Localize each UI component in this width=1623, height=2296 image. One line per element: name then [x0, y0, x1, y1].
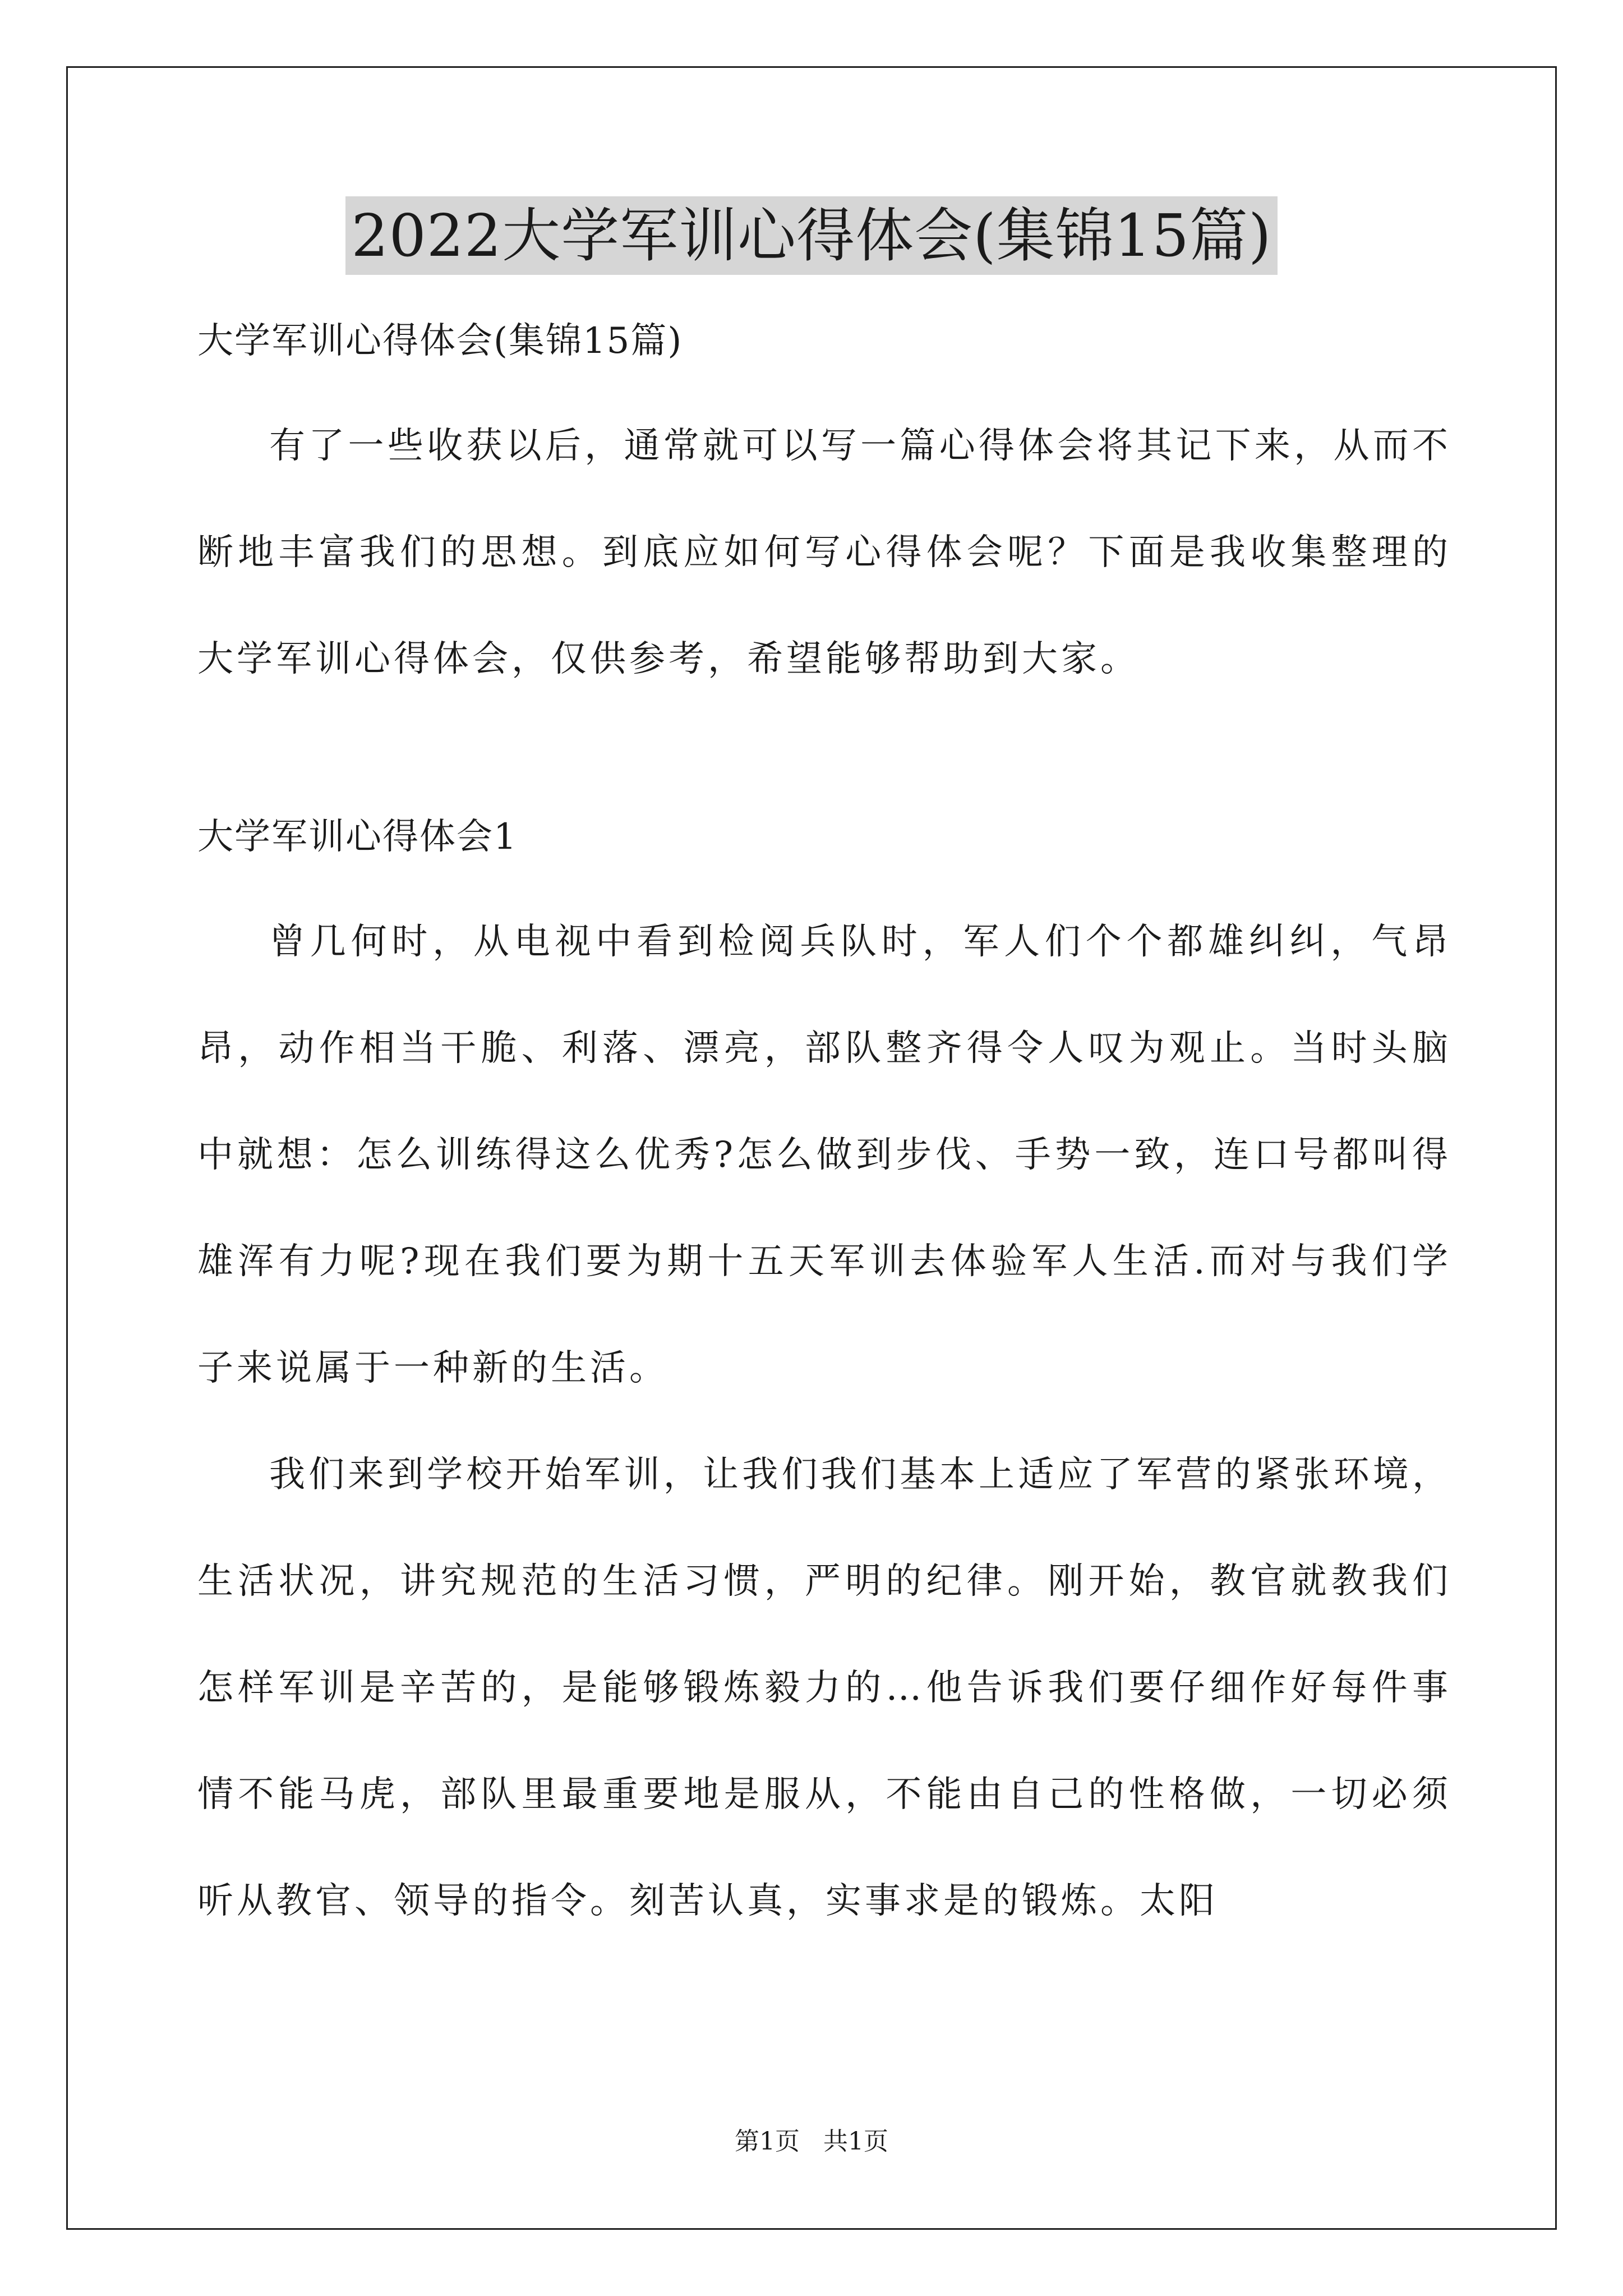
section-heading: 大学军训心得体会1 — [197, 816, 518, 858]
body-paragraph-1: 曾几何时，从电视中看到检阅兵队时，军人们个个都雄纠纠，气昂昂，动作相当干脆、利落、漂亮，部队整齐得令人叹为观止。当时头脑中就想：怎么训练得这么优秀?怎么做到步伐、手势一致，连口号都叫得雄浑有力呢?现在我们要为期十五天军训去体验军人生活.而对与我们学子来说属于一种新的生活。 — [197, 921, 1451, 1389]
body-paragraph-2: 我们来到学校开始军训，让我们我们基本上适应了军营的紧张环境，生活状况，讲究规范的生活习惯，严明的纪律。刚开始，教官就教我们怎样军训是辛苦的，是能够锻炼毅力的…他告诉我们要仔细作好每件事情不能马虎，部队里最重要地是服从，不能由自己的性格做，一切必须听从教官、领导的指令。刻苦认真，实事求是的锻炼。太阳 — [197, 1454, 1451, 1922]
document-subtitle: 大学军训心得体会(集锦15篇) — [197, 320, 683, 362]
page-footer: 第1页 共1页 — [735, 2127, 888, 2156]
title-container — [0, 196, 1623, 275]
document-title: 2022大学军训心得体会(集锦15篇) — [345, 196, 1277, 275]
document-body — [197, 297, 1451, 1954]
intro-paragraph: 有了一些收获以后，通常就可以写一篇心得体会将其记下来，从而不断地丰富我们的思想。到底应如何写心得体会呢？下面是我收集整理的大学军训心得体会，仅供参考，希望能够帮助到大家。 — [197, 425, 1451, 680]
